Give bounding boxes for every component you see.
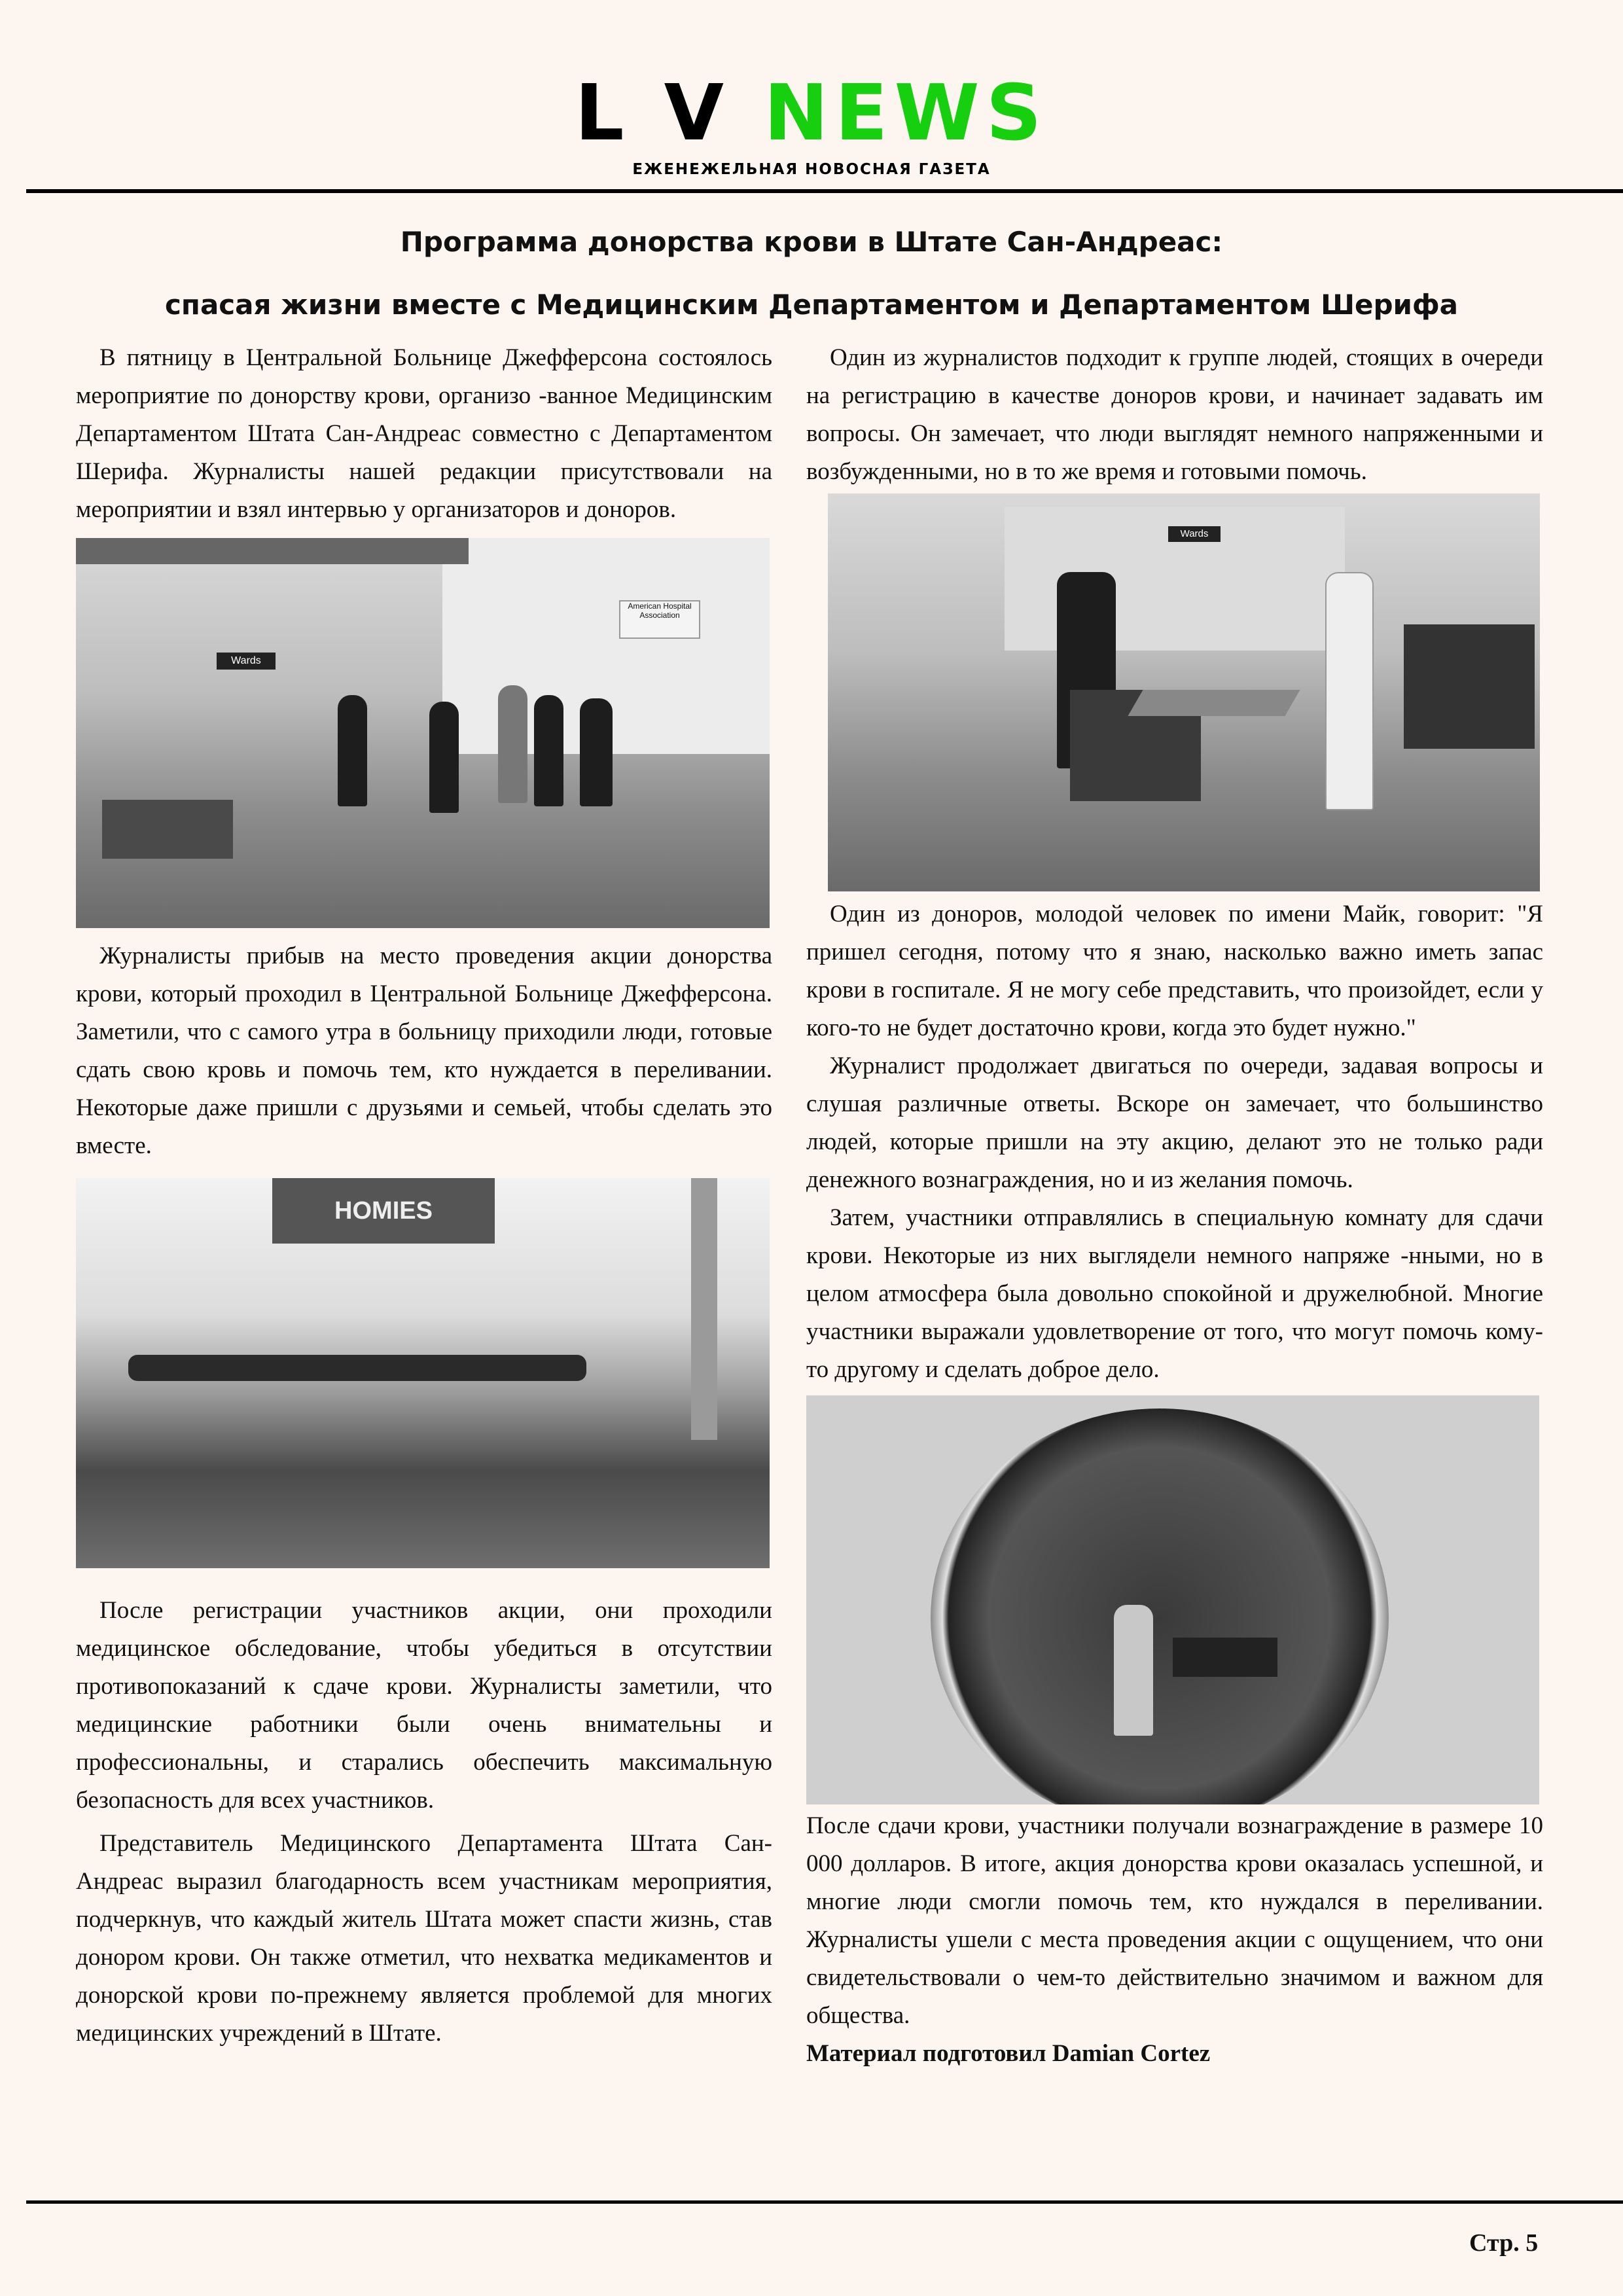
billboard: HOMIES	[272, 1178, 495, 1244]
wards-sign-2: Wards	[1168, 526, 1221, 542]
masthead-tagline: ЕЖЕНЕЖЕЛЬНАЯ НОВОСНАЯ ГАЗЕТА	[632, 161, 991, 178]
header-divider	[26, 189, 1623, 193]
photo-street	[76, 1178, 770, 1568]
logo-news: NEWS	[764, 67, 1048, 158]
right-paragraph-quote: Один из доноров, молодой человек по имени Майк, говорит: "Я пришел сегодня, потому что я знаю, насколько важно иметь запас крови в госпитале. Я не могу себе представить, что произойдет, если у кого-то не будет достаточно крови, когда это будет нужно."	[806, 901, 1543, 1041]
right-paragraph-5: После сдачи крови, участники получали вознаграждение в размере 10 000 долларов. В итоге, акция донорства крови оказалась успешной, и многие люди смогли помочь тем, кто нуждался в переливании. Журналисты ушели с места проведения акции с ощущением, что они свидетельствовали о чем-то действительно значимом и важном для общества.	[806, 1812, 1543, 2029]
left-paragraph-3: После регистрации участников акции, они проходили медицинское обследование, чтобы убедиться в отсутствии противопоказаний к сдаче крови. Журналисты заметили, что медицинские работники были очень внимательны и профессиональны, и старались обеспечить максимальную безопасность для всех участников.	[76, 1597, 772, 1814]
left-column	[76, 339, 772, 2053]
right-paragraph-1: Один из журналистов подходит к группе людей, стоящих в очереди на регистрацию в качестве доноров крови, и начинает задавать им вопросы. Он замечает, что люди выглядят немного напряженными и возбужденными, но в то же время и готовыми помочь.	[806, 344, 1543, 485]
right-paragraph-4: Затем, участники отправлялись в специальную комнату для сдачи крови. Некоторые из них выглядели немного напряже -нными, но в целом атмосфера была довольно спокойной и дружелюбной. Многие участники выражали удовлетворение от того, что могут помочь кому-то другому и сделать доброе дело.	[806, 1204, 1543, 1383]
masthead-logo	[0, 67, 1623, 158]
left-paragraph-4: Представитель Медицинского Департамента Штата Сан-Андреас выразил благодарность всем участникам мероприятия, подчеркнув, что каждый житель Штата может спасти жизнь, став донором крови. Он также отметил, что нехватка медикаментов и донорской крови по-прежнему является проблемой для многих медицинских учреждений в Штате.	[76, 1830, 772, 2047]
right-paragraph-3: Журналист продолжает двигаться по очереди, задавая вопросы и слушая различные ответы. Вскоре он замечает, что большинство людей, которые пришли на эту акцию, делают это не только ради денежного вознаграждения, но и из желания помочь.	[806, 1052, 1543, 1193]
left-paragraph-2: Журналисты прибыв на место проведения акции донорства крови, который проходил в Центральной Больнице Джефферсона. Заметили, что с самого утра в больницу приходили люди, готовые сдать свою кровь и помочь тем, кто нуждается в переливании. Некоторые даже пришли с друзьями и семьей, чтобы сделать это вместе.	[76, 942, 772, 1159]
right-column	[806, 339, 1543, 2073]
logo-lv: L V	[575, 67, 730, 158]
page-number: Стр. 5	[1469, 2229, 1539, 2257]
photo-hospital-lobby	[76, 538, 770, 928]
photo-registration-desk	[828, 493, 1540, 891]
article-title-line2: спасая жизни вместе с Медицинским Департаментом и Департаментом Шерифа	[165, 289, 1458, 321]
left-paragraph-1: В пятницу в Центральной Больнице Джефферсона состоялось мероприятие по донорству крови, организо -ванное Медицинским Департаментом Штата Сан-Андреас совместно с Департаментом Шерифа. Журналисты нашей редакции присутствовали на мероприятии и взял интервью у организаторов и доноров.	[76, 344, 772, 523]
association-sign: American Hospital Association	[619, 600, 700, 639]
byline: Материал подготовил Damian Cortez	[806, 2040, 1211, 2067]
article-title-line1: Программа донорства крови в Штате Сан-Андреас:	[400, 226, 1223, 258]
footer-divider	[26, 2200, 1623, 2204]
photo-donation-room	[806, 1395, 1539, 1804]
wards-sign: Wards	[217, 653, 276, 670]
